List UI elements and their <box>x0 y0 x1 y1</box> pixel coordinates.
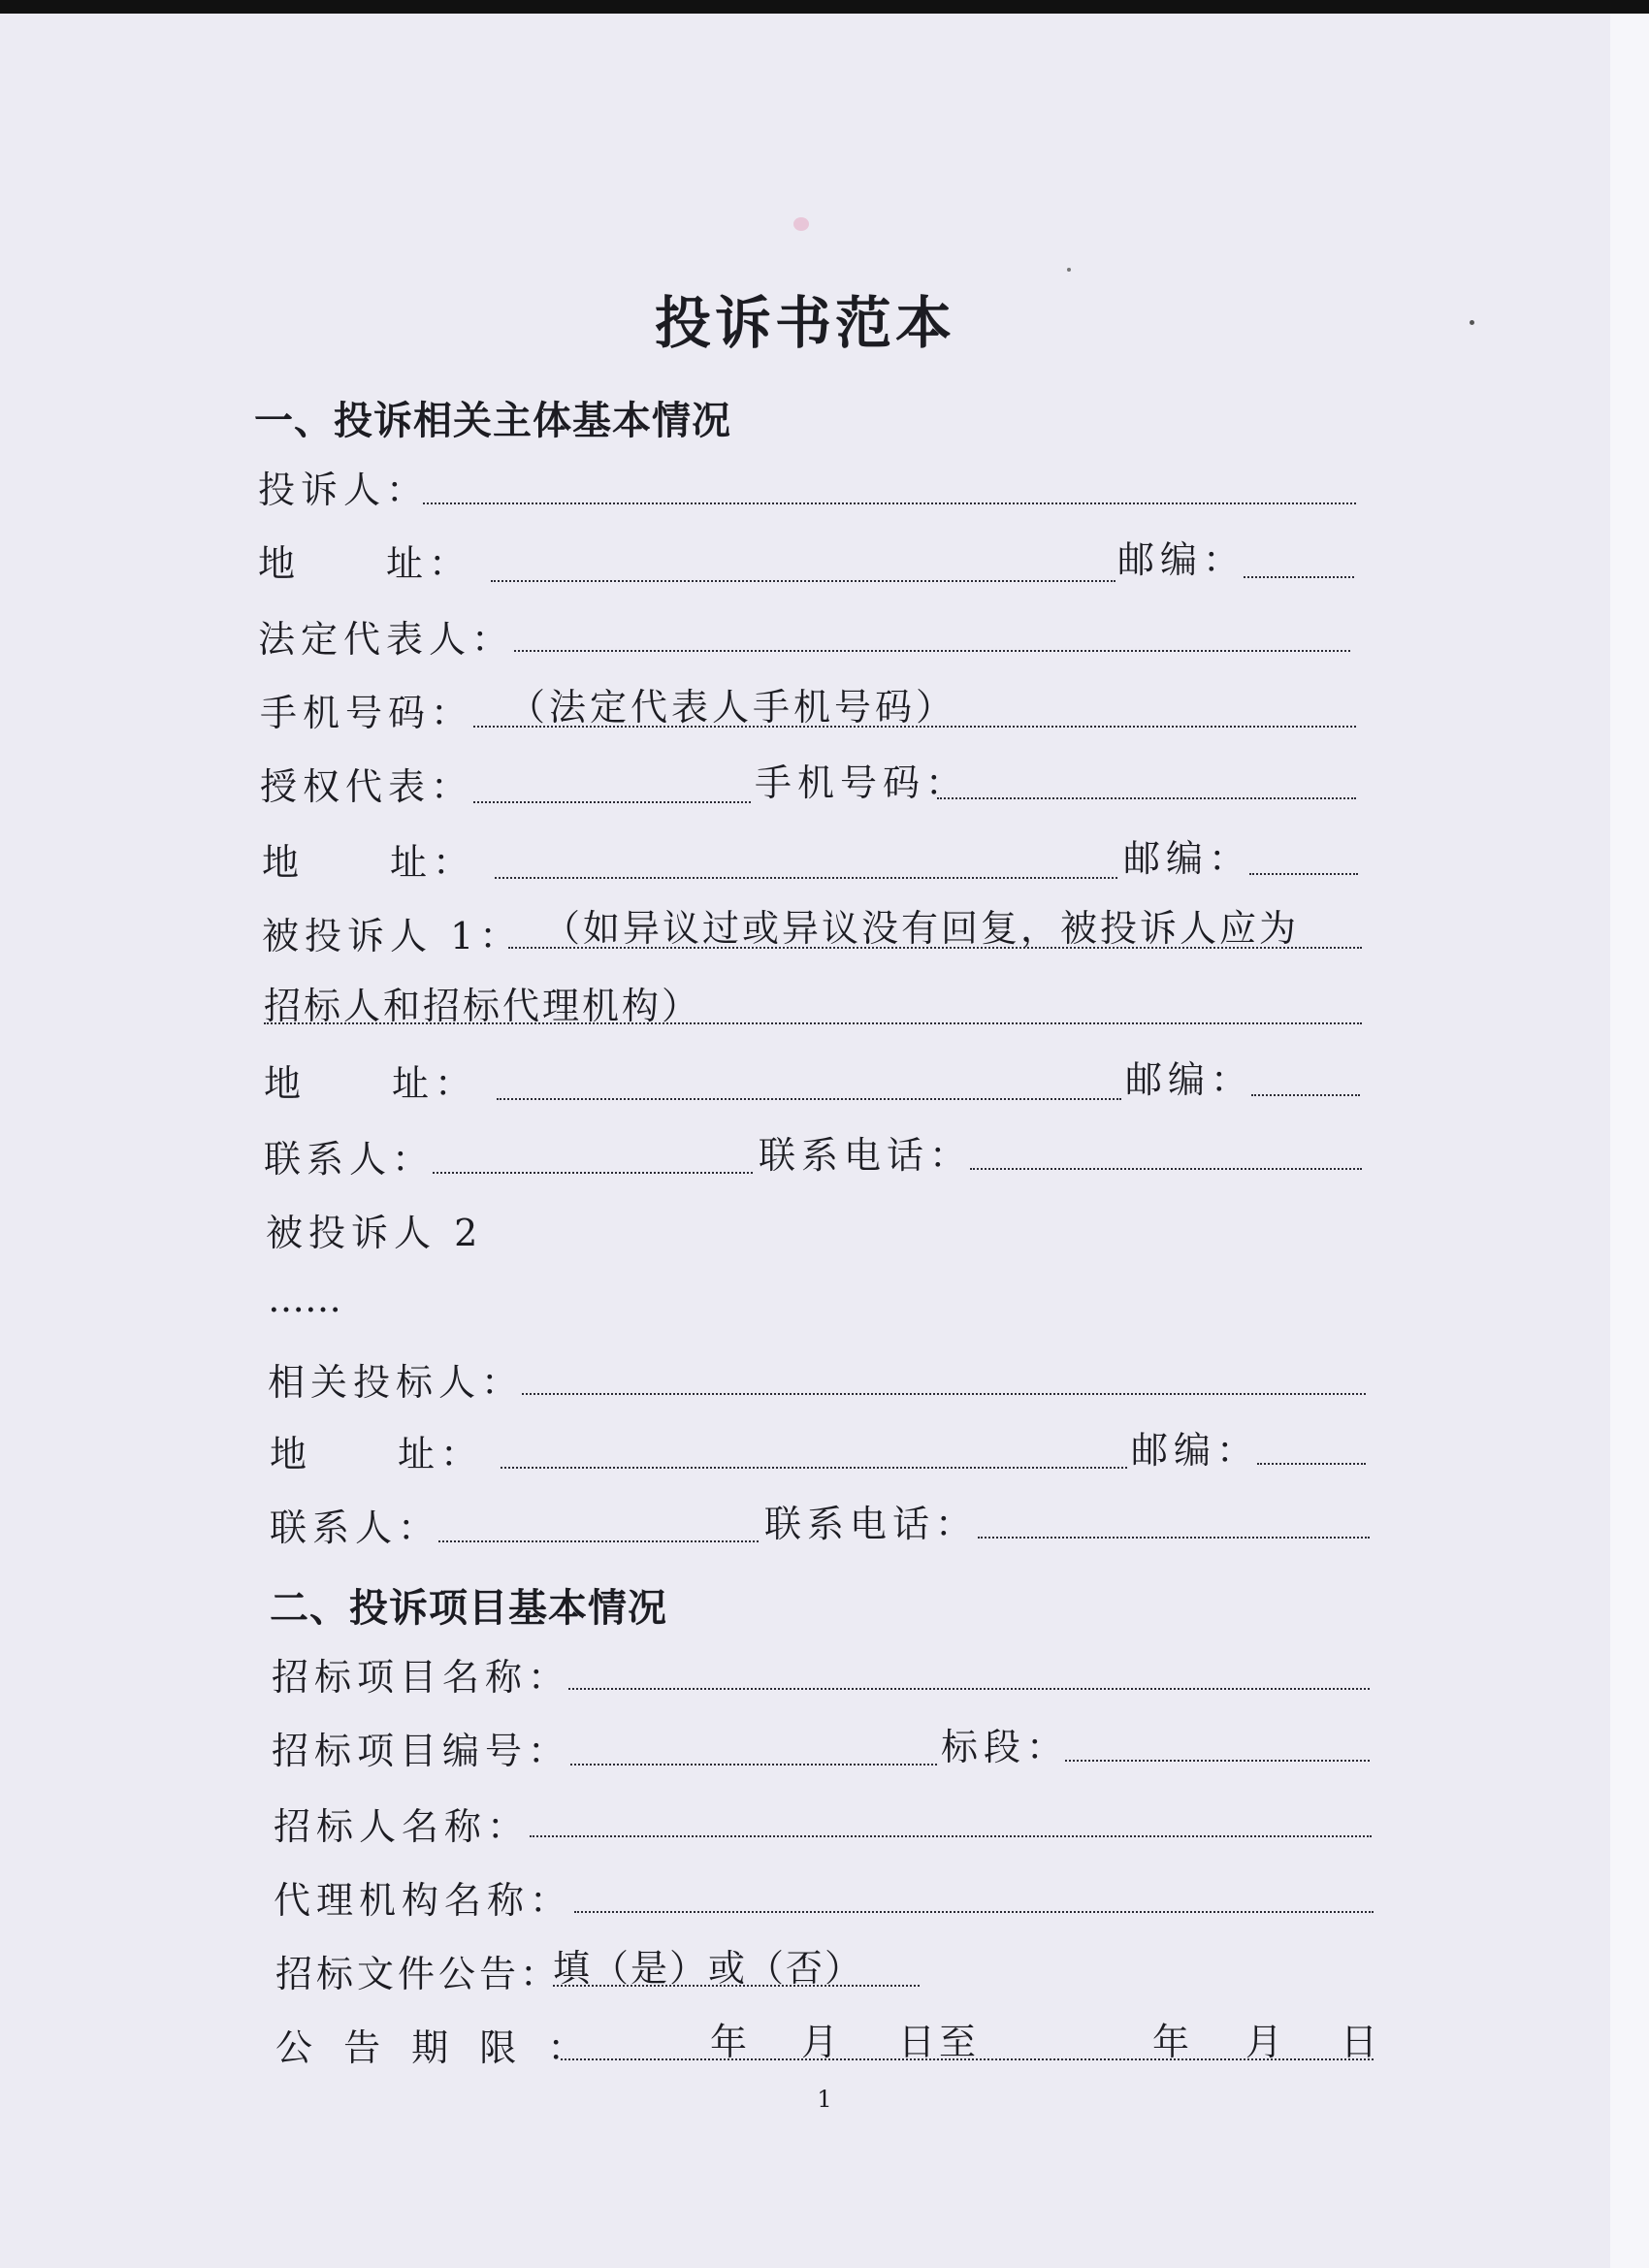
scan-speck <box>793 217 809 231</box>
postcode-label-4: 邮编： <box>1131 1429 1260 1472</box>
address-label-4: 地 址： <box>270 1433 484 1475</box>
agency-name-field[interactable] <box>574 1911 1374 1913</box>
address-label-3: 地 址： <box>264 1062 478 1105</box>
respondent-1-field-cont[interactable] <box>264 1022 1362 1024</box>
complainant-label: 投诉人： <box>258 469 430 511</box>
project-name-label: 招标项目名称： <box>272 1656 571 1699</box>
project-name-field[interactable] <box>568 1688 1370 1690</box>
respondent-1-hint-cont: 招标人和招标代理机构） <box>264 985 702 1027</box>
authorized-rep-label: 授权代表： <box>260 765 474 808</box>
postcode-field-4[interactable] <box>1257 1463 1366 1465</box>
postcode-label-3: 邮编： <box>1125 1058 1254 1101</box>
address-field[interactable] <box>491 580 1116 582</box>
notice-start-month: 月 <box>801 2021 843 2063</box>
lot-field[interactable] <box>1065 1760 1370 1762</box>
notice-end-year: 年 <box>1152 2021 1194 2063</box>
tender-notice-field[interactable] <box>553 1985 920 1987</box>
authorized-rep-mobile-label: 手机号码： <box>755 761 969 804</box>
complainant-field[interactable] <box>423 502 1356 504</box>
project-no-field[interactable] <box>570 1764 937 1766</box>
address-field-2[interactable] <box>495 877 1117 879</box>
tenderer-name-field[interactable] <box>530 1835 1372 1837</box>
authorized-rep-mobile-field[interactable] <box>937 797 1356 799</box>
address-field-4[interactable] <box>501 1467 1127 1469</box>
tender-notice-label: 招标文件公告： <box>275 1953 562 1995</box>
scan-speck <box>1067 268 1071 272</box>
postcode-field[interactable] <box>1244 576 1354 578</box>
bidder-contact-field[interactable] <box>438 1540 759 1542</box>
postcode-label: 邮编： <box>1117 538 1246 581</box>
mobile-label: 手机号码： <box>260 692 474 734</box>
respondent-1-hint: （如异议过或异议没有回复，被投诉人应为 <box>543 907 1300 950</box>
lot-label: 标段： <box>941 1726 1070 1768</box>
project-no-label: 招标项目编号： <box>272 1730 571 1772</box>
respondent-2-label: 被投诉人 2 <box>266 1212 484 1254</box>
respondent-1-label: 被投诉人 1： <box>262 915 523 957</box>
section-heading-2: 二、投诉项目基本情况 <box>270 1586 667 1631</box>
related-bidder-field[interactable] <box>522 1393 1366 1395</box>
respondent-1-field[interactable] <box>508 947 1362 949</box>
scan-right-edge <box>1610 14 1649 2268</box>
notice-end-day: 日 <box>1341 2021 1382 2063</box>
agency-name-label: 代理机构名称： <box>274 1879 573 1922</box>
contact-field[interactable] <box>433 1172 753 1174</box>
document-title: 投诉书范本 <box>654 290 955 356</box>
contact-phone-field[interactable] <box>970 1168 1362 1170</box>
scan-top-border <box>0 0 1649 14</box>
legal-rep-field[interactable] <box>514 650 1350 652</box>
notice-period-label: 公 告 期 限 ： <box>275 2026 595 2069</box>
bidder-contact-phone-field[interactable] <box>978 1537 1370 1539</box>
ellipsis: …… <box>268 1278 341 1320</box>
tenderer-name-label: 招标人名称： <box>274 1805 531 1848</box>
address-label: 地 址： <box>258 542 472 585</box>
authorized-rep-field[interactable] <box>473 801 751 803</box>
postcode-field-3[interactable] <box>1251 1094 1360 1096</box>
contact-phone-label: 联系电话： <box>759 1134 973 1177</box>
legal-rep-label: 法定代表人： <box>258 618 515 661</box>
postcode-label-2: 邮编： <box>1123 837 1252 880</box>
notice-start-year: 年 <box>710 2021 752 2063</box>
mobile-field[interactable] <box>473 726 1356 728</box>
notice-start-day-to: 日至 <box>898 2021 981 2063</box>
section-heading-1: 一、投诉相关主体基本情况 <box>254 399 731 443</box>
page-number: 1 <box>817 2086 832 2113</box>
bidder-contact-phone-label: 联系电话： <box>764 1503 979 1545</box>
legal-rep-mobile-hint: （法定代表人手机号码） <box>508 686 957 729</box>
document-page <box>0 14 1610 2268</box>
notice-end-month: 月 <box>1245 2021 1287 2063</box>
related-bidder-label: 相关投标人： <box>268 1361 525 1404</box>
bidder-contact-label: 联系人： <box>270 1507 441 1549</box>
contact-label: 联系人： <box>264 1138 436 1181</box>
address-field-3[interactable] <box>497 1098 1121 1100</box>
address-label-2: 地 址： <box>262 841 476 884</box>
postcode-field-2[interactable] <box>1249 873 1358 875</box>
tender-notice-hint: 填（是）或（否） <box>553 1947 864 1990</box>
